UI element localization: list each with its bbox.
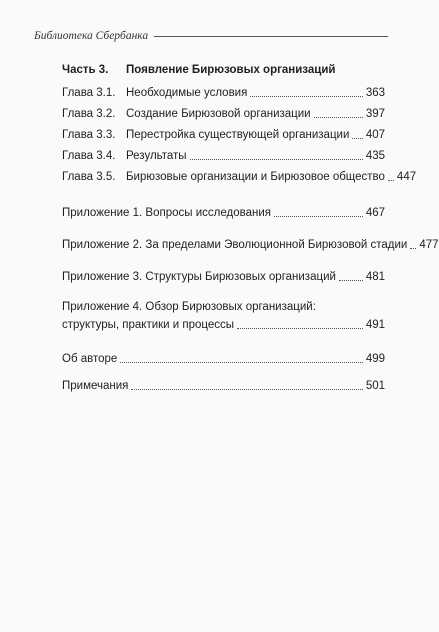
chapter-title: Создание Бирюзовой организации (126, 108, 311, 120)
running-header (34, 30, 388, 42)
toc-entry-about-author[interactable] (62, 350, 385, 366)
dot-leader (237, 328, 363, 329)
page-number: 477 (419, 239, 439, 251)
toc-entry-appendix-3[interactable] (62, 268, 385, 284)
chapter-number: Глава 3.2. (62, 108, 116, 120)
chapter-title: Бирюзовые организации и Бирюзовое общество (126, 171, 385, 183)
toc-entry-appendix-2[interactable] (62, 236, 439, 252)
page-number: 447 (396, 171, 417, 183)
toc-entry-chapter-3-5[interactable] (62, 168, 417, 184)
toc-entry-notes[interactable] (62, 377, 385, 393)
dot-leader (120, 362, 363, 363)
part-heading (62, 62, 385, 78)
table-of-contents (62, 62, 439, 398)
toc-entry-appendix-1[interactable] (62, 204, 385, 220)
part-number: Часть 3. (62, 64, 109, 76)
header-rule (154, 36, 388, 37)
dot-leader (410, 248, 416, 249)
dot-leader (352, 138, 362, 139)
chapter-title: Необходимые условия (126, 87, 248, 99)
page-number: 435 (365, 150, 385, 162)
dot-leader (131, 389, 362, 390)
chapter-title: Результаты (126, 150, 187, 162)
chapter-number: Глава 3.5. (62, 171, 116, 183)
appendix-title: Приложение 3. Структуры Бирюзовых организаций (62, 271, 336, 283)
page-number: 501 (365, 380, 385, 392)
appendix-title: Приложение 1. Вопросы исследования (62, 207, 271, 219)
dot-leader (339, 280, 363, 281)
toc-entry-chapter-3-2[interactable] (62, 105, 385, 121)
appendix-title-line-2: структуры, практики и процессы (62, 319, 235, 331)
chapter-number: Глава 3.3. (62, 129, 116, 141)
dot-leader (274, 216, 363, 217)
page-number: 407 (365, 129, 385, 141)
page-number: 499 (365, 353, 385, 365)
chapter-number: Глава 3.4. (62, 150, 116, 162)
page-number: 481 (365, 271, 385, 283)
appendix-title-line-1: Приложение 4. Обзор Бирюзовых организаций: (62, 301, 316, 313)
dot-leader (314, 117, 363, 118)
toc-entry-chapter-3-3[interactable] (62, 126, 385, 142)
chapter-title: Перестройка существующей организации (126, 129, 350, 141)
toc-entry-appendix-4[interactable] (62, 300, 385, 332)
toc-entry-chapter-3-1[interactable] (62, 84, 385, 100)
header-title: Библиотека Сбербанка (34, 30, 149, 42)
part-title: Появление Бирюзовых организаций (126, 64, 336, 76)
page-number: 491 (365, 319, 385, 331)
page-number: 467 (365, 207, 385, 219)
dot-leader (388, 180, 394, 181)
appendix-title: Приложение 2. За пределами Эволюционной Бирюзовой стадии (62, 239, 408, 251)
page-number: 397 (365, 108, 385, 120)
toc-entry-chapter-3-4[interactable] (62, 147, 385, 163)
notes-title: Примечания (62, 380, 129, 392)
about-title: Об авторе (62, 353, 118, 365)
dot-leader (190, 159, 363, 160)
page-number: 363 (365, 87, 385, 99)
chapter-number: Глава 3.1. (62, 87, 116, 99)
dot-leader (250, 96, 362, 97)
